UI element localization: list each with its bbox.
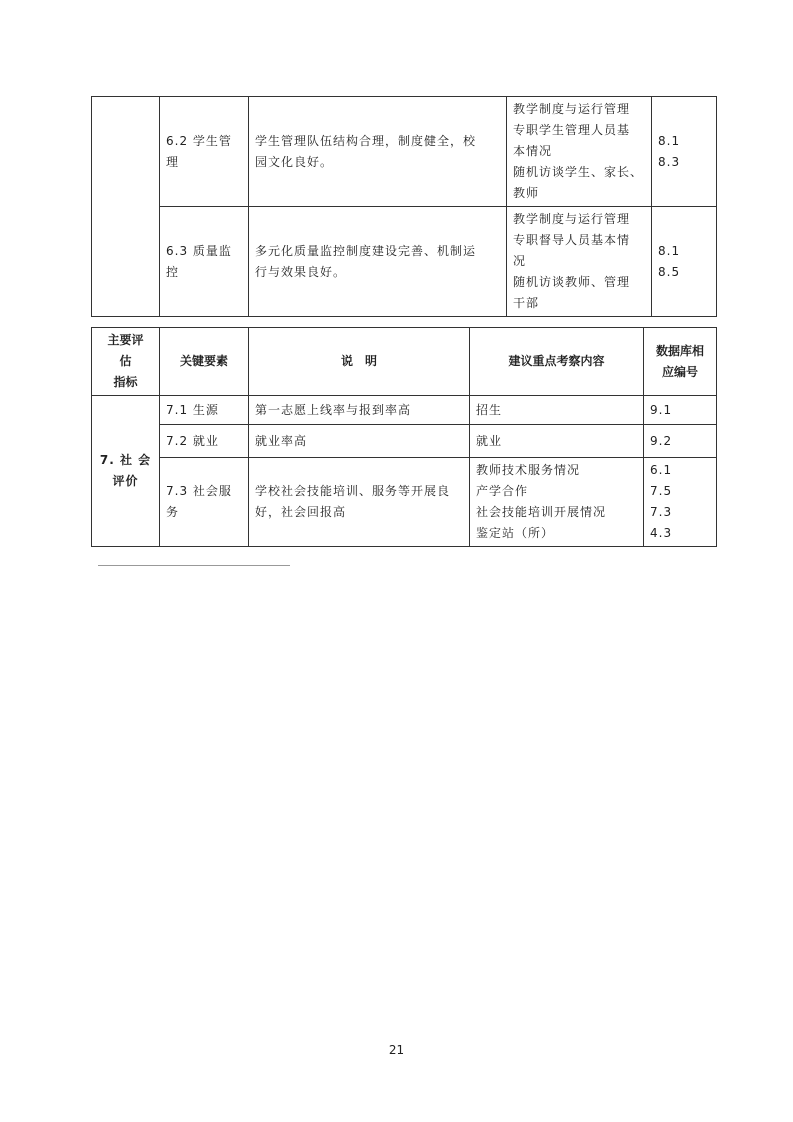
header-row xyxy=(92,328,717,396)
code-cell: 9.2 xyxy=(644,425,717,458)
code-cell: 9.1 xyxy=(644,396,717,425)
description-cell: 学生管理队伍结构合理，制度健全，校 园文化良好。 xyxy=(249,97,507,207)
key-element-cell: 7.3 社会服 务 xyxy=(160,458,249,547)
header-codes: 数据库相 应编号 xyxy=(644,328,717,396)
footnote-separator xyxy=(98,565,290,566)
indicator-cell-empty xyxy=(92,97,160,317)
description-cell: 学校社会技能培训、服务等开展良 好，社会回报高 xyxy=(249,458,470,547)
focus-cell: 就业 xyxy=(470,425,644,458)
header-key-element: 关键要素 xyxy=(160,328,249,396)
indicator-cell: 7. 社 会 评价 xyxy=(92,396,160,547)
top-table xyxy=(91,96,717,317)
key-element-cell: 7.1 生源 xyxy=(160,396,249,425)
table-row xyxy=(92,396,717,425)
focus-cell: 招生 xyxy=(470,396,644,425)
focus-cell: 教学制度与运行管理 专职督导人员基本情 况 随机访谈教师、管理 干部 xyxy=(507,207,652,317)
code-cell: 8.1 8.3 xyxy=(652,97,717,207)
description-cell: 就业率高 xyxy=(249,425,470,458)
table-row xyxy=(92,97,717,207)
page-number: 21 xyxy=(388,1043,405,1057)
header-indicator: 主要评 估 指标 xyxy=(92,328,160,396)
code-cell: 8.1 8.5 xyxy=(652,207,717,317)
focus-cell: 教学制度与运行管理 专职学生管理人员基 本情况 随机访谈学生、家长、 教师 xyxy=(507,97,652,207)
bottom-table xyxy=(91,327,717,547)
description-cell: 第一志愿上线率与报到率高 xyxy=(249,396,470,425)
table-row xyxy=(92,425,717,458)
key-element-cell: 7.2 就业 xyxy=(160,425,249,458)
header-description: 说 明 xyxy=(249,328,470,396)
code-cell: 6.1 7.5 7.3 4.3 xyxy=(644,458,717,547)
table-row xyxy=(92,458,717,547)
description-cell: 多元化质量监控制度建设完善、机制运 行与效果良好。 xyxy=(249,207,507,317)
header-focus: 建议重点考察内容 xyxy=(470,328,644,396)
focus-cell: 教师技术服务情况 产学合作 社会技能培训开展情况 鉴定站（所） xyxy=(470,458,644,547)
table-row xyxy=(92,207,717,317)
key-element-cell: 6.3 质量监 控 xyxy=(160,207,249,317)
key-element-cell: 6.2 学生管 理 xyxy=(160,97,249,207)
